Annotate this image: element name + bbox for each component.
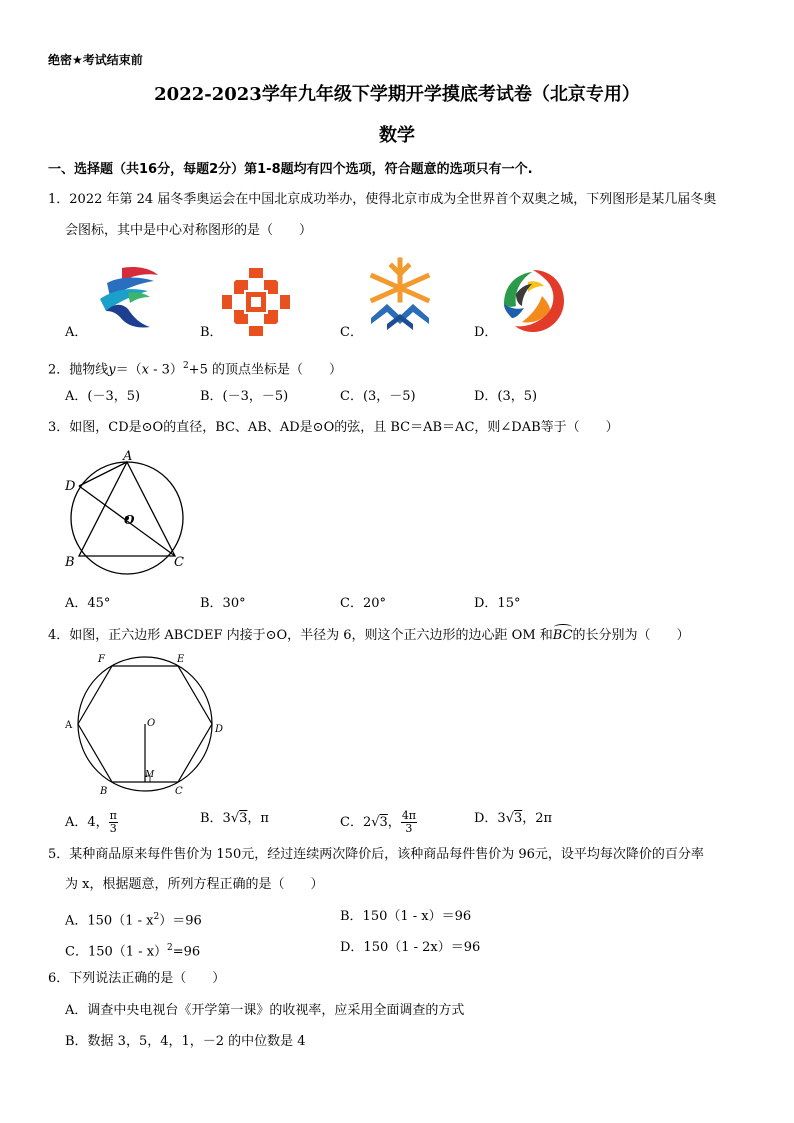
- q2-mid: - 3）: [149, 362, 183, 378]
- q4-label-o: O: [147, 718, 156, 729]
- q2-option-d: D．(3，5): [474, 389, 538, 404]
- q5-opt-c-post: =96: [172, 944, 201, 960]
- q4-opt-c-fraction: [401, 810, 417, 835]
- q4-opt-c-sep: ，: [387, 815, 401, 830]
- q3-label-o: O: [124, 513, 135, 527]
- exam-title: 2022-2023学年九年级下学期开学摸底考试卷（北京专用）: [154, 84, 640, 105]
- q5-opt-a-exp: 2: [153, 912, 160, 922]
- winter-olympics-logo-d: [498, 266, 568, 336]
- q2-stem: [48, 357, 342, 379]
- q1-line2: 会图标，其中是中心对称图形的是（ ）: [65, 223, 313, 238]
- q4-label-m: M: [145, 770, 155, 780]
- q5-opt-a-pre: A．150（1 - x: [65, 913, 154, 929]
- q1-option-b: B．: [200, 325, 223, 340]
- q4-option-b: B．3√3，π: [200, 811, 269, 826]
- q2-pre: 2．抛物线: [48, 362, 109, 378]
- q6-option-a: A．调查中央电视台《开学第一课》的收视率，应采用全面调查的方式: [65, 1003, 465, 1018]
- q5-opt-c-pre: C．150（1 - x）: [65, 944, 168, 960]
- q1-line1: 1．2022 年第 24 届冬季奥运会在中国北京成功举办，使得北京市成为全世界首个双奥之城，下列图形是某几届冬奥: [48, 192, 717, 207]
- q4-text-pre: 4．如图，正六边形 ABCDEF 内接于⊙O，半径为 6，则这个正六边形的边心距 OM 和: [48, 628, 553, 643]
- q4-label-a: A: [65, 720, 73, 731]
- q4-label-f: F: [98, 654, 105, 665]
- q4-opt-d-post: ，2π: [522, 811, 553, 826]
- q1-option-d: D．: [474, 325, 498, 340]
- q5-option-b: B．150（1 - x）＝96: [340, 909, 472, 924]
- q3-label-d: D: [65, 479, 76, 494]
- q6-option-b: B．数据 3，5，4，1，－2 的中位数是 4: [65, 1034, 306, 1049]
- section-heading: 一、选择题（共16分，每题2分）第1-8题均有四个选项，符合题意的选项只有一个.: [48, 162, 533, 177]
- q4-opt-a-text: A．4，: [65, 815, 109, 830]
- q4-opt-c-text: C．2: [340, 815, 372, 830]
- winter-olympics-logo-c: [365, 258, 435, 332]
- q3-label-c: C: [174, 555, 184, 570]
- q3-label-a: A: [123, 449, 133, 464]
- subject-title: 数学: [379, 125, 415, 146]
- q4-label-e: E: [177, 654, 185, 665]
- q5-line1: 5．某种商品原来每件售价为 150元，经过连续两次降价后，该种商品每件售价为 96元，设平均每次降价的百分率: [48, 847, 704, 862]
- q4-option-d: D．3√3，2π: [474, 811, 553, 826]
- q5-line2: 为 x，根据题意，所列方程正确的是（ ）: [65, 877, 324, 892]
- q3-label-b: B: [65, 555, 75, 570]
- q4-opt-b-text: B．3: [200, 811, 231, 826]
- q4-opt-a-fraction: [109, 810, 118, 835]
- q4-stem: [48, 627, 690, 645]
- q4-text-post: 的长分别为（ ）: [572, 628, 690, 643]
- q3-option-b: B．30°: [200, 596, 246, 611]
- q1-option-a: A．: [65, 325, 88, 340]
- q2-exponent: 2: [182, 361, 189, 371]
- q2-post: +5 的顶点坐标是（ ）: [188, 362, 342, 378]
- q2-var-y: y: [108, 362, 116, 378]
- q5-option-d: D．150（1 - 2x）＝96: [340, 940, 481, 955]
- q5-option-c: [65, 939, 200, 961]
- q4-label-b: B: [100, 786, 108, 797]
- q1-option-c: C．: [340, 325, 363, 340]
- q5-opt-a-post: ）＝96: [159, 913, 202, 929]
- q4-option-c: C．2√3， $\frac{4\pi}{3}$: [340, 809, 417, 835]
- q5-opt-c-exp: 2: [167, 943, 173, 953]
- q2-option-a: A．(－3，5): [65, 389, 141, 404]
- winter-olympics-logo-a: [92, 263, 162, 333]
- q4-opt-a-num: π: [109, 809, 117, 822]
- winter-olympics-logo-b: [222, 268, 290, 336]
- q4-label-d: D: [215, 724, 224, 735]
- q2-option-c: C．(3，－5): [340, 389, 416, 404]
- q2-eq: ＝（: [115, 362, 142, 378]
- q4-option-a: [65, 810, 118, 835]
- q4-opt-c-den: 3: [405, 822, 413, 835]
- q4-opt-c-num: 4π: [401, 809, 417, 822]
- q4-opt-b-post: ，π: [247, 811, 269, 826]
- q2-var-x: x: [141, 362, 149, 378]
- q4-arc-label: BC: [552, 628, 573, 643]
- q3-option-c: C．20°: [340, 596, 386, 611]
- q3-stem: 3．如图，CD是⊙O的直径，BC、AB、AD是⊙O的弦，且 BC＝AB＝AC，则∠DAB等于（ ）: [48, 420, 619, 435]
- q4-hexagon-figure: [60, 648, 230, 798]
- q5-option-a: [65, 908, 202, 930]
- q4-opt-d-radicand: 3: [514, 811, 523, 826]
- q6-stem: 6．下列说法正确的是（ ）: [48, 971, 226, 986]
- secret-mark: 绝密★考试结束前: [48, 53, 143, 67]
- q3-circle-figure: [60, 446, 200, 576]
- q4-opt-c-radicand: 3: [379, 815, 388, 830]
- q3-option-d: D．15°: [474, 596, 521, 611]
- q4-opt-b-radicand: 3: [239, 811, 248, 826]
- q4-opt-a-den: 3: [109, 822, 117, 835]
- q2-option-b: B．(－3，－5): [200, 389, 289, 404]
- q4-opt-d-text: D．3: [474, 811, 506, 826]
- q4-label-c: C: [175, 786, 183, 797]
- q3-option-a: A．45°: [65, 596, 111, 611]
